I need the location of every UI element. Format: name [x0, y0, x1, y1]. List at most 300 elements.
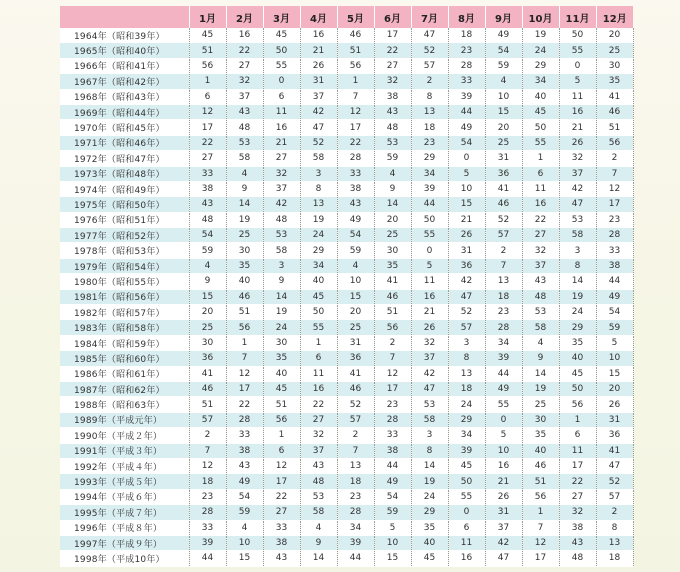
value-cell: 39: [189, 535, 226, 550]
value-cell: 43: [300, 458, 337, 473]
value-cell: 41: [596, 443, 633, 458]
table-row: [60, 366, 633, 381]
value-cell: 38: [226, 443, 263, 458]
value-cell: 53: [559, 212, 596, 227]
value-cell: 54: [226, 489, 263, 504]
value-cell: 0: [411, 243, 448, 258]
value-cell: 14: [300, 551, 337, 566]
year-label: 1985年: [74, 354, 107, 365]
value-cell: 2: [374, 335, 411, 350]
value-cell: 42: [263, 197, 300, 212]
value-cell: 51: [189, 43, 226, 58]
value-cell: 20: [485, 120, 522, 135]
value-cell: 8: [559, 258, 596, 273]
value-cell: 46: [189, 381, 226, 396]
value-cell: 15: [596, 366, 633, 381]
table-row: [60, 120, 633, 135]
era-label: （平成８年）: [106, 524, 163, 535]
value-cell: 30: [263, 335, 300, 350]
value-cell: 2: [485, 243, 522, 258]
value-cell: 48: [263, 212, 300, 227]
value-cell: 49: [374, 474, 411, 489]
value-cell: 17: [596, 197, 633, 212]
value-cell: 31: [485, 505, 522, 520]
value-cell: 44: [189, 551, 226, 566]
value-cell: 26: [448, 228, 485, 243]
value-cell: 58: [559, 228, 596, 243]
value-cell: 12: [374, 366, 411, 381]
value-cell: 59: [374, 151, 411, 166]
month-header: 1月: [189, 6, 226, 28]
value-cell: 33: [189, 520, 226, 535]
value-cell: 16: [300, 381, 337, 396]
year-label: 1997年: [74, 539, 107, 550]
value-cell: 38: [559, 520, 596, 535]
value-cell: 19: [300, 212, 337, 227]
value-cell: 22: [226, 43, 263, 58]
year-label: 1989年: [74, 416, 107, 427]
value-cell: 11: [411, 274, 448, 289]
value-cell: 15: [226, 551, 263, 566]
value-cell: 56: [337, 58, 374, 73]
value-cell: 32: [226, 74, 263, 89]
value-cell: 8: [596, 520, 633, 535]
value-cell: 45: [411, 551, 448, 566]
value-cell: 22: [374, 43, 411, 58]
year-label: 1998年: [74, 554, 107, 565]
value-cell: 9: [522, 351, 559, 366]
value-cell: 10: [337, 274, 374, 289]
value-cell: 28: [448, 58, 485, 73]
era-label: （昭和43年）: [106, 93, 165, 104]
value-cell: 29: [559, 320, 596, 335]
table-row: [60, 28, 633, 43]
value-cell: 16: [300, 28, 337, 43]
era-label: （平成９年）: [106, 539, 163, 550]
value-cell: 52: [596, 474, 633, 489]
era-label: （平成６年）: [106, 493, 163, 504]
value-cell: 21: [300, 43, 337, 58]
year-label: 1968年: [74, 93, 107, 104]
value-cell: 39: [411, 181, 448, 196]
value-cell: 4: [485, 74, 522, 89]
year-label: 1974年: [74, 185, 107, 196]
year-cell: [60, 474, 189, 489]
value-cell: 17: [522, 551, 559, 566]
value-cell: 13: [300, 197, 337, 212]
value-cell: 19: [226, 212, 263, 227]
value-cell: 21: [559, 120, 596, 135]
year-cell: [60, 351, 189, 366]
value-cell: 38: [374, 443, 411, 458]
era-label: （昭和39年）: [106, 31, 165, 42]
value-cell: 39: [337, 535, 374, 550]
value-cell: 9: [300, 535, 337, 550]
value-cell: 25: [596, 43, 633, 58]
value-cell: 33: [448, 74, 485, 89]
year-label: 1981年: [74, 293, 107, 304]
value-cell: 37: [411, 351, 448, 366]
value-cell: 29: [411, 505, 448, 520]
value-cell: 7: [374, 351, 411, 366]
value-cell: 28: [596, 228, 633, 243]
value-cell: 39: [448, 89, 485, 104]
value-cell: 23: [189, 489, 226, 504]
value-cell: 6: [448, 520, 485, 535]
value-cell: 1: [559, 412, 596, 427]
value-cell: 13: [596, 535, 633, 550]
value-cell: 26: [559, 135, 596, 150]
year-cell: [60, 551, 189, 566]
value-cell: 12: [596, 181, 633, 196]
value-cell: 41: [596, 89, 633, 104]
value-cell: 49: [596, 289, 633, 304]
year-cell: [60, 520, 189, 535]
year-cell: [60, 320, 189, 335]
value-cell: 28: [189, 505, 226, 520]
value-cell: 36: [448, 258, 485, 273]
value-cell: 24: [559, 305, 596, 320]
year-cell: [60, 535, 189, 550]
table-body: [60, 28, 633, 566]
value-cell: 48: [189, 212, 226, 227]
value-cell: 43: [226, 458, 263, 473]
value-cell: 12: [522, 535, 559, 550]
value-cell: 27: [263, 505, 300, 520]
value-cell: 22: [226, 397, 263, 412]
year-cell: [60, 135, 189, 150]
value-cell: 48: [522, 289, 559, 304]
table-row: [60, 551, 633, 566]
value-cell: 59: [189, 243, 226, 258]
year-label: 1992年: [74, 462, 107, 473]
value-cell: 49: [485, 381, 522, 396]
era-label: （平成元年）: [106, 416, 163, 427]
table-row: [60, 289, 633, 304]
value-cell: 35: [596, 74, 633, 89]
year-cell: [60, 166, 189, 181]
value-cell: 55: [263, 58, 300, 73]
value-cell: 4: [337, 258, 374, 273]
year-cell: [60, 28, 189, 43]
value-cell: 56: [596, 135, 633, 150]
value-cell: 15: [448, 197, 485, 212]
value-cell: 23: [448, 43, 485, 58]
value-cell: 47: [596, 458, 633, 473]
era-label: （昭和47年）: [106, 154, 165, 165]
era-label: （昭和54年）: [106, 262, 165, 273]
table-row: [60, 351, 633, 366]
table-row: [60, 228, 633, 243]
era-label: （平成３年）: [106, 447, 163, 458]
value-cell: 12: [189, 104, 226, 119]
value-cell: 2: [337, 428, 374, 443]
value-cell: 53: [411, 397, 448, 412]
value-cell: 59: [374, 505, 411, 520]
value-cell: 24: [522, 43, 559, 58]
value-cell: 12: [226, 366, 263, 381]
value-cell: 34: [300, 258, 337, 273]
table-row: [60, 135, 633, 150]
value-cell: 52: [337, 397, 374, 412]
year-cell: [60, 151, 189, 166]
value-cell: 0: [263, 74, 300, 89]
value-cell: 35: [411, 520, 448, 535]
value-cell: 40: [226, 274, 263, 289]
era-label: （昭和51年）: [106, 216, 165, 227]
value-cell: 50: [448, 474, 485, 489]
value-cell: 40: [559, 351, 596, 366]
value-cell: 39: [485, 351, 522, 366]
year-cell: [60, 197, 189, 212]
value-cell: 34: [448, 428, 485, 443]
year-label: 1972年: [74, 154, 107, 165]
value-cell: 52: [300, 135, 337, 150]
value-cell: 51: [226, 305, 263, 320]
value-cell: 16: [448, 551, 485, 566]
value-cell: 48: [226, 120, 263, 135]
value-cell: 56: [189, 58, 226, 73]
value-cell: 33: [263, 520, 300, 535]
value-cell: 44: [411, 197, 448, 212]
value-cell: 33: [374, 428, 411, 443]
value-cell: 27: [189, 151, 226, 166]
value-cell: 35: [374, 258, 411, 273]
value-cell: 44: [337, 551, 374, 566]
value-cell: 53: [263, 228, 300, 243]
month-header: 7月: [411, 6, 448, 28]
table-row: [60, 458, 633, 473]
value-cell: 55: [411, 228, 448, 243]
value-cell: 54: [374, 489, 411, 504]
value-cell: 28: [337, 505, 374, 520]
year-cell: [60, 228, 189, 243]
value-cell: 4: [522, 335, 559, 350]
value-cell: 38: [374, 89, 411, 104]
value-cell: 0: [448, 151, 485, 166]
value-cell: 20: [374, 212, 411, 227]
value-cell: 6: [263, 443, 300, 458]
value-cell: 8: [448, 351, 485, 366]
value-cell: 31: [448, 243, 485, 258]
value-cell: 57: [448, 320, 485, 335]
value-cell: 20: [189, 305, 226, 320]
value-cell: 23: [596, 212, 633, 227]
value-cell: 52: [485, 212, 522, 227]
value-cell: 4: [226, 520, 263, 535]
value-cell: 34: [337, 520, 374, 535]
value-cell: 14: [374, 197, 411, 212]
era-label: （平成10年）: [106, 554, 165, 565]
value-cell: 32: [374, 74, 411, 89]
year-cell: [60, 243, 189, 258]
value-cell: 58: [411, 412, 448, 427]
era-label: （昭和42年）: [106, 77, 165, 88]
value-cell: 8: [411, 443, 448, 458]
value-cell: 25: [485, 135, 522, 150]
table-row: [60, 151, 633, 166]
era-label: （昭和44年）: [106, 108, 165, 119]
month-header: 12月: [596, 6, 633, 28]
value-cell: 9: [189, 274, 226, 289]
value-cell: 19: [522, 381, 559, 396]
value-cell: 13: [485, 274, 522, 289]
value-cell: 53: [226, 135, 263, 150]
year-cell: [60, 397, 189, 412]
value-cell: 31: [485, 151, 522, 166]
value-cell: 21: [448, 212, 485, 227]
value-cell: 16: [485, 458, 522, 473]
value-cell: 1: [522, 505, 559, 520]
value-cell: 10: [596, 351, 633, 366]
value-cell: 23: [411, 135, 448, 150]
value-cell: 6: [263, 89, 300, 104]
year-label: 1990年: [74, 431, 107, 442]
year-header: [60, 6, 189, 28]
month-header: 2月: [226, 6, 263, 28]
value-cell: 6: [300, 351, 337, 366]
value-cell: 18: [485, 289, 522, 304]
value-cell: 57: [189, 412, 226, 427]
value-cell: 51: [263, 397, 300, 412]
value-cell: 32: [263, 166, 300, 181]
value-cell: 34: [411, 166, 448, 181]
year-label: 1984年: [74, 339, 107, 350]
table-row: [60, 397, 633, 412]
table-row: [60, 520, 633, 535]
value-cell: 28: [226, 412, 263, 427]
month-header: 10月: [522, 6, 559, 28]
value-cell: 53: [300, 489, 337, 504]
year-cell: [60, 505, 189, 520]
year-label: 1983年: [74, 324, 107, 335]
value-cell: 54: [337, 228, 374, 243]
value-cell: 13: [337, 458, 374, 473]
value-cell: 5: [485, 428, 522, 443]
month-header: 11月: [559, 6, 596, 28]
year-label: 1987年: [74, 385, 107, 396]
value-cell: 40: [522, 89, 559, 104]
value-cell: 32: [559, 151, 596, 166]
value-cell: 4: [189, 258, 226, 273]
value-cell: 47: [448, 289, 485, 304]
value-cell: 50: [559, 381, 596, 396]
value-cell: 5: [374, 520, 411, 535]
table-row: [60, 428, 633, 443]
value-cell: 55: [448, 489, 485, 504]
era-label: （昭和48年）: [106, 170, 165, 181]
table-row: [60, 243, 633, 258]
value-cell: 53: [522, 305, 559, 320]
era-label: （昭和45年）: [106, 124, 165, 135]
table-row: [60, 258, 633, 273]
era-label: （昭和55年）: [106, 277, 165, 288]
year-label: 1971年: [74, 139, 107, 150]
value-cell: 54: [485, 43, 522, 58]
value-cell: 20: [337, 305, 374, 320]
value-cell: 10: [485, 89, 522, 104]
value-cell: 22: [559, 474, 596, 489]
value-cell: 4: [226, 166, 263, 181]
value-cell: 31: [596, 412, 633, 427]
era-label: （昭和40年）: [106, 47, 165, 58]
value-cell: 51: [189, 397, 226, 412]
value-cell: 25: [337, 320, 374, 335]
year-label: 1988年: [74, 401, 107, 412]
year-label: 1964年: [74, 31, 107, 42]
header-row: [60, 6, 633, 28]
value-cell: 11: [559, 443, 596, 458]
value-cell: 11: [448, 535, 485, 550]
value-cell: 14: [263, 289, 300, 304]
year-cell: [60, 258, 189, 273]
value-cell: 41: [374, 274, 411, 289]
value-cell: 26: [411, 320, 448, 335]
table-row: [60, 489, 633, 504]
value-cell: 10: [226, 535, 263, 550]
value-cell: 37: [300, 443, 337, 458]
value-cell: 48: [374, 120, 411, 135]
value-cell: 31: [300, 74, 337, 89]
value-cell: 45: [522, 104, 559, 119]
value-cell: 4: [300, 520, 337, 535]
value-cell: 44: [448, 104, 485, 119]
value-cell: 30: [596, 58, 633, 73]
value-cell: 7: [337, 89, 374, 104]
era-label: （昭和63年）: [106, 401, 165, 412]
value-cell: 42: [411, 366, 448, 381]
value-cell: 30: [522, 412, 559, 427]
year-month-table-container: [60, 6, 633, 567]
value-cell: 43: [559, 535, 596, 550]
table-row: [60, 305, 633, 320]
month-header: 6月: [374, 6, 411, 28]
value-cell: 58: [300, 505, 337, 520]
value-cell: 33: [337, 166, 374, 181]
value-cell: 19: [559, 289, 596, 304]
month-header: 4月: [300, 6, 337, 28]
value-cell: 45: [263, 381, 300, 396]
value-cell: 48: [300, 474, 337, 489]
value-cell: 46: [226, 289, 263, 304]
value-cell: 37: [226, 89, 263, 104]
value-cell: 28: [337, 151, 374, 166]
value-cell: 16: [522, 197, 559, 212]
value-cell: 42: [300, 104, 337, 119]
table-row: [60, 474, 633, 489]
year-label: 1993年: [74, 478, 107, 489]
year-label: 1995年: [74, 508, 107, 519]
value-cell: 47: [411, 28, 448, 43]
value-cell: 18: [448, 28, 485, 43]
value-cell: 59: [596, 320, 633, 335]
value-cell: 16: [226, 28, 263, 43]
value-cell: 22: [337, 135, 374, 150]
value-cell: 42: [448, 274, 485, 289]
value-cell: 22: [189, 135, 226, 150]
year-label: 1969年: [74, 108, 107, 119]
value-cell: 52: [448, 305, 485, 320]
value-cell: 7: [485, 258, 522, 273]
value-cell: 20: [596, 381, 633, 396]
value-cell: 2: [596, 151, 633, 166]
value-cell: 43: [189, 197, 226, 212]
year-label: 1996年: [74, 524, 107, 535]
table-row: [60, 197, 633, 212]
era-label: （昭和62年）: [106, 385, 165, 396]
value-cell: 55: [300, 320, 337, 335]
value-cell: 54: [596, 305, 633, 320]
